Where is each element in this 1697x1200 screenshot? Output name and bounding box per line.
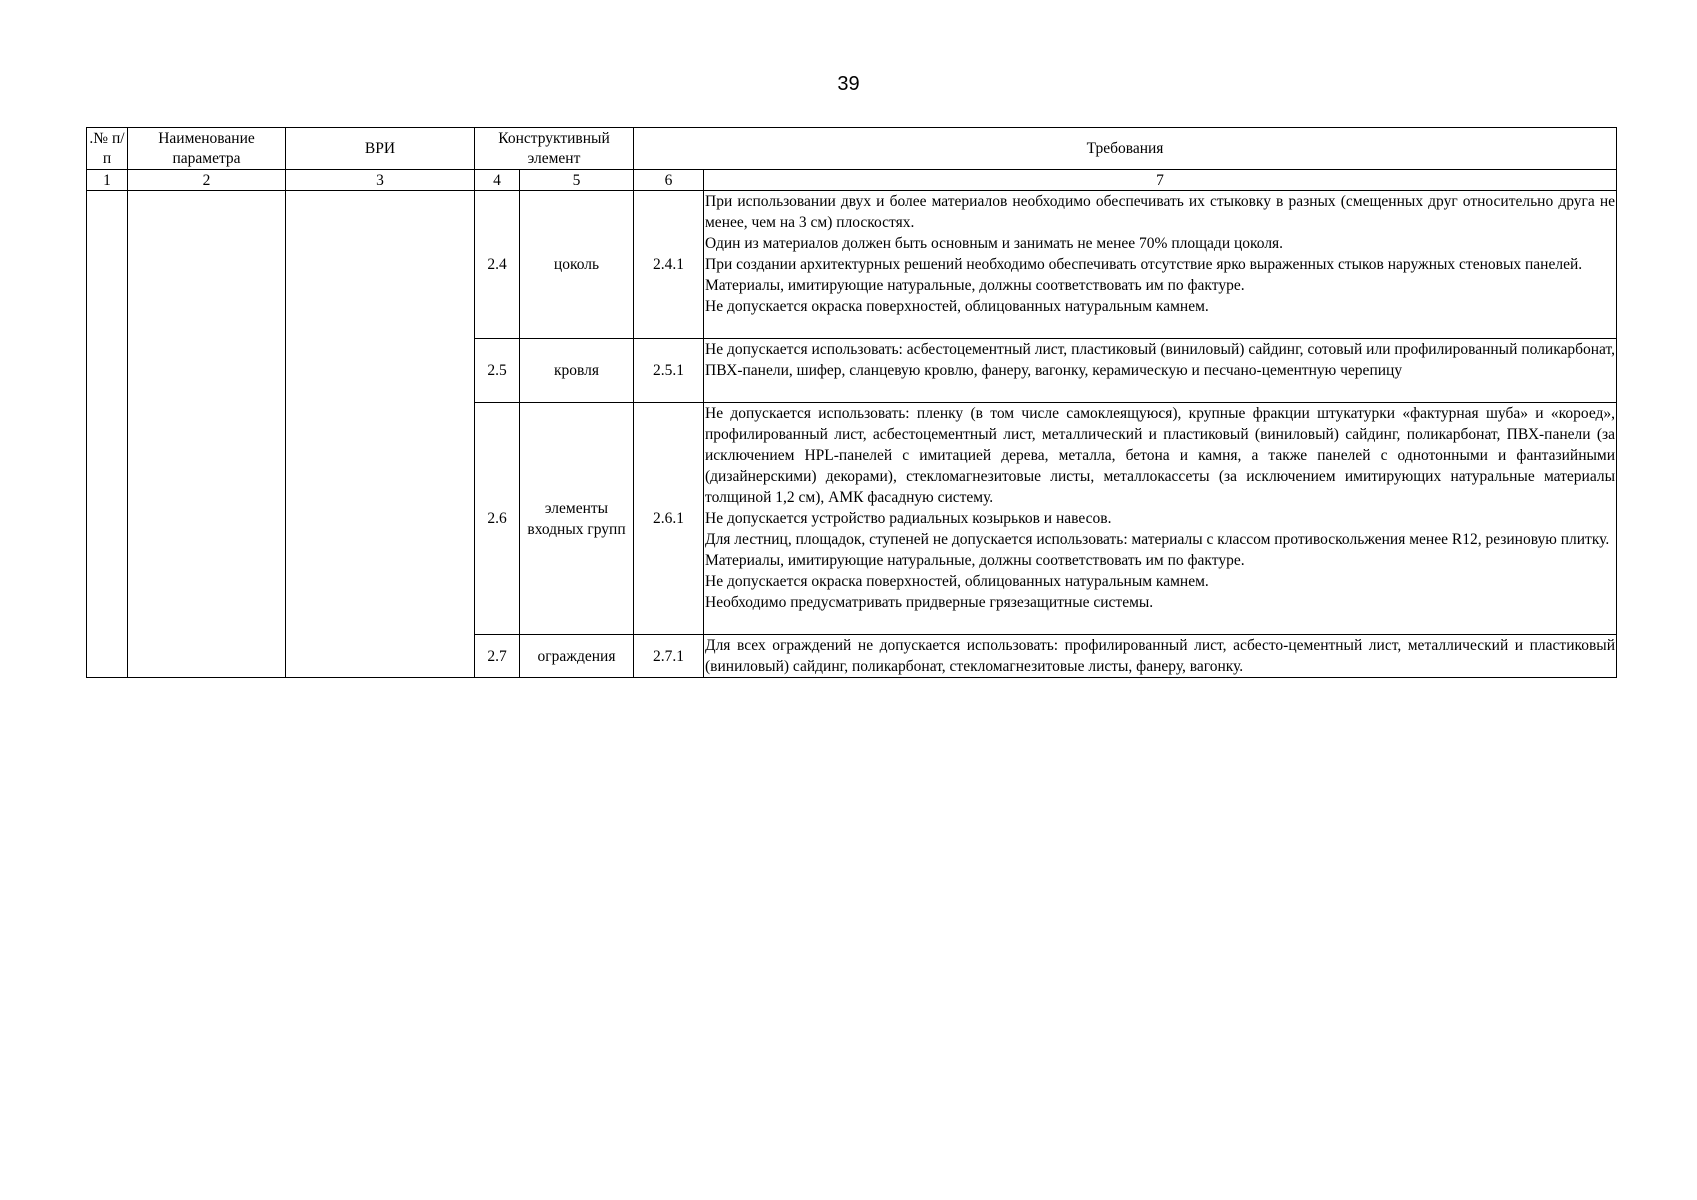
table-row <box>87 191 1617 339</box>
column-number: 4 <box>475 170 520 191</box>
column-number: 1 <box>87 170 128 191</box>
requirement-code: 2.5.1 <box>634 339 704 403</box>
column-number: 5 <box>520 170 634 191</box>
requirement-code: 2.4.1 <box>634 191 704 339</box>
requirement-line: Не допускается использовать: пленку (в том числе самоклеящуюся), крупные фракции штукатурки «фактурная шуба» и «короед», профилированный лист, асбестоцементный лист, металлический и пластиковый (виниловый) сайдинг, поликарбонат, ПВХ-панели (за исключением HPL-панелей с имитацией дерева, металла, бетона и камня, а также панелей с однотонными и фантазийными (дизайнерскими) декорами), стекломагнезитовые листы, металлокассеты (за исключением имитирующих натуральные материалы толщиной 1,2 см), АМК фасадную систему. <box>705 405 1616 506</box>
element-code: 2.5 <box>475 339 520 403</box>
requirement-line: Не допускается окраска поверхностей, облицованных натуральным камнем. <box>705 573 1209 590</box>
requirement-line: Материалы, имитирующие натуральные, должны соответствовать им по фактуре. <box>705 552 1245 569</box>
header-num: .№ п/п <box>87 128 128 170</box>
cell-param-name-empty <box>128 191 286 678</box>
element-name: элементы входных групп <box>520 403 634 635</box>
requirement-text <box>704 635 1617 678</box>
requirement-line: Для всех ограждений не допускается использовать: профилированный лист, асбесто-цементный лист, металлический и пластиковый (виниловый) сайдинг, поликарбонат, стекломагнезитовые листы, фанеру, вагонку. <box>705 637 1616 675</box>
requirement-code: 2.6.1 <box>634 403 704 635</box>
cell-num-empty <box>87 191 128 678</box>
requirement-line: Не допускается использовать: асбестоцементный лист, пластиковый (виниловый) сайдинг, сотовый или профилированный поликарбонат, ПВХ-панели, шифер, сланцевую кровлю, фанеру, вагонку, керамическую и песчано-цементную черепицу <box>705 341 1616 379</box>
cell-vri-empty <box>286 191 475 678</box>
page-number: 39 <box>837 73 860 95</box>
requirement-line: Не допускается окраска поверхностей, облицованных натуральным камнем. <box>705 298 1209 315</box>
column-number: 7 <box>704 170 1617 191</box>
requirement-line: При использовании двух и более материалов необходимо обеспечивать их стыковку в разных (смещенных друг относительно друга не менее, чем на 3 см) плоскостях. <box>705 193 1616 231</box>
requirement-line: Материалы, имитирующие натуральные, должны соответствовать им по фактуре. <box>705 277 1245 294</box>
column-number: 2 <box>128 170 286 191</box>
requirement-line: Необходимо предусматривать придверные грязезащитные системы. <box>705 594 1154 611</box>
element-code: 2.6 <box>475 403 520 635</box>
element-name: цоколь <box>520 191 634 339</box>
header-param-name: Наименование параметра <box>128 128 286 170</box>
requirement-line: Для лестниц, площадок, ступеней не допускается использовать: материалы с классом противоскольжения менее R12, резиновую плитку. <box>705 531 1610 548</box>
requirement-line: При создании архитектурных решений необходимо обеспечивать отсутствие ярко выраженных стыков наружных стеновых панелей. <box>705 256 1583 273</box>
header-structural-element: Конструктивный элемент <box>475 128 634 170</box>
element-name: ограждения <box>520 635 634 678</box>
header-requirements: Требования <box>634 128 1617 170</box>
requirements-table <box>86 127 1617 678</box>
requirement-code: 2.7.1 <box>634 635 704 678</box>
element-name: кровля <box>520 339 634 403</box>
requirement-text <box>704 191 1617 339</box>
column-number: 6 <box>634 170 704 191</box>
column-numbers-row <box>87 170 1617 191</box>
requirement-text <box>704 403 1617 635</box>
requirement-text <box>704 339 1617 403</box>
requirement-line: Один из материалов должен быть основным и занимать не менее 70% площади цоколя. <box>705 235 1284 252</box>
element-code: 2.4 <box>475 191 520 339</box>
header-vri: ВРИ <box>286 128 475 170</box>
header-row <box>87 128 1617 170</box>
requirement-line: Не допускается устройство радиальных козырьков и навесов. <box>705 510 1112 527</box>
element-code: 2.7 <box>475 635 520 678</box>
column-number: 3 <box>286 170 475 191</box>
